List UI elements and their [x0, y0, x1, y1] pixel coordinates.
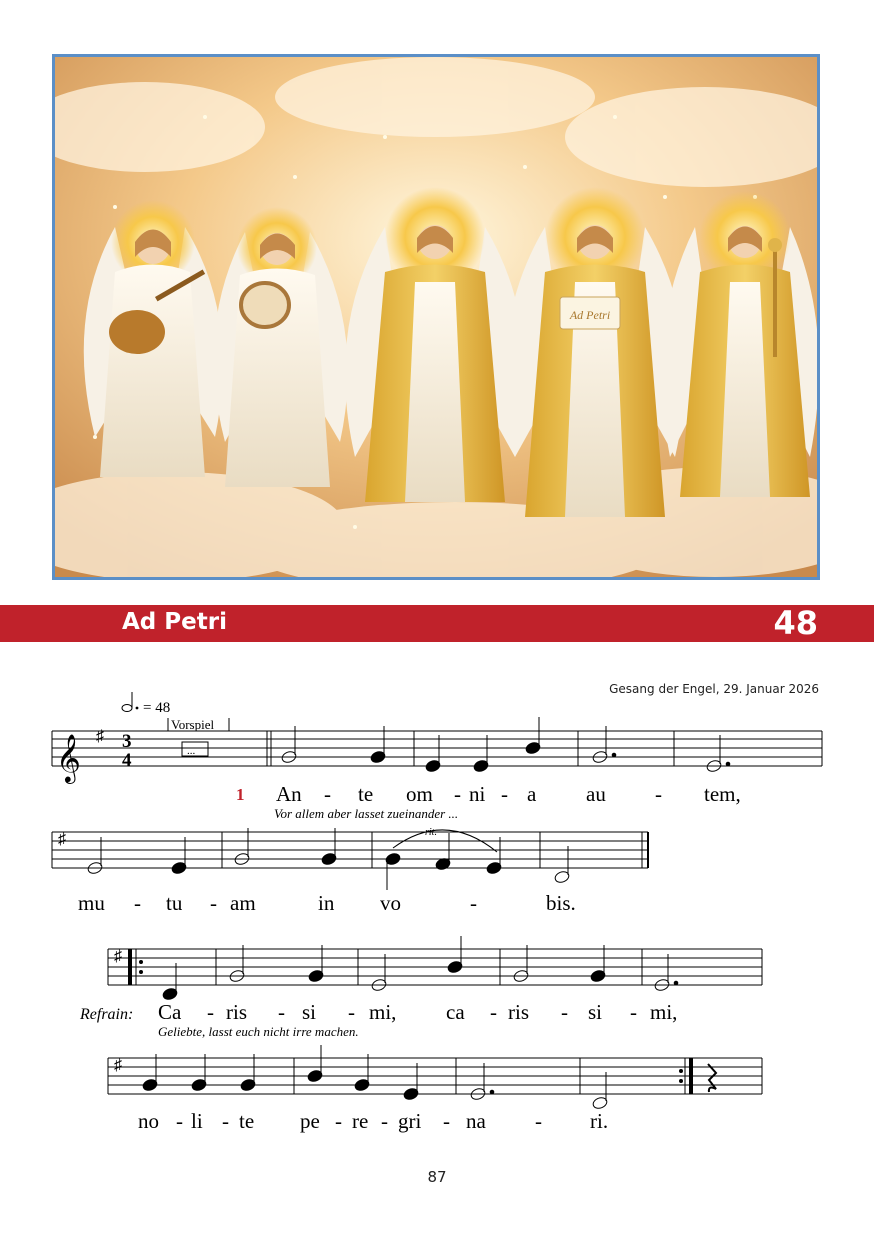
lyric-hyphen: -: [210, 891, 217, 915]
lyric-syllable: Ca: [158, 1000, 182, 1024]
key-sharp: ♯: [114, 1057, 122, 1074]
lyric-hyphen: -: [655, 782, 662, 806]
lyric-hyphen: -: [501, 782, 508, 806]
lyric-syllable: bis.: [546, 891, 576, 915]
title-bar: [0, 605, 874, 642]
repeat-end-bar: [689, 1058, 693, 1094]
lyric-syllable: ca: [446, 1000, 465, 1024]
lyric-syllable: mi,: [650, 1000, 678, 1024]
lyric-hyphen: -: [454, 782, 461, 806]
tempo-note: [122, 705, 132, 712]
lyric-syllable: ris: [226, 1000, 247, 1024]
lyric-syllable: re: [352, 1109, 369, 1133]
refrain-translation: Geliebte, lasst euch nicht irre machen.: [158, 1024, 359, 1039]
lyric-hyphen: -: [222, 1109, 229, 1133]
lyric-syllable: An: [276, 782, 302, 806]
lyric-syllable: au: [586, 782, 606, 806]
lyric-syllable: te: [239, 1109, 255, 1133]
key-sharp: ♯: [114, 948, 122, 965]
lyric-syllable: no: [138, 1109, 159, 1133]
sheet-music: [0, 680, 874, 1150]
lyric-syllable: si: [302, 1000, 317, 1024]
ritardando-mark: rit.: [425, 827, 437, 838]
lyric-syllable: tu: [166, 891, 183, 915]
lyric-hyphen: -: [348, 1000, 355, 1024]
lyric-syllable: vo: [380, 891, 401, 915]
lyric-syllable: li: [191, 1109, 203, 1133]
page-number: 87: [427, 1168, 447, 1186]
lyric-hyphen: -: [490, 1000, 497, 1024]
lyric-hyphen: -: [134, 891, 141, 915]
lyric-syllable: te: [358, 782, 374, 806]
lyric-hyphen: -: [381, 1109, 388, 1133]
lyric-syllable: si: [588, 1000, 603, 1024]
song-title: Ad Petri: [122, 609, 227, 635]
song-number: 48: [773, 604, 818, 642]
verse-number: 1: [236, 785, 245, 804]
lyric-syllable: in: [318, 891, 335, 915]
banner-text: Ad Petri: [569, 308, 611, 322]
lyric-syllable: mu: [78, 891, 105, 915]
lyric-hyphen: -: [335, 1109, 342, 1133]
lyric-hyphen: -: [278, 1000, 285, 1024]
lyric-syllable: om: [406, 782, 433, 806]
key-sharp: ♯: [58, 831, 66, 848]
lyric-syllable: na: [466, 1109, 486, 1133]
lyric-syllable: mi,: [369, 1000, 397, 1024]
angel-illustration: [52, 54, 820, 580]
lyric-syllable: ni: [469, 782, 486, 806]
verse-translation: Vor allem aber lasset zueinander ...: [274, 806, 459, 821]
lyric-hyphen: -: [470, 891, 477, 915]
lyric-hyphen: -: [443, 1109, 450, 1133]
time-signature-bottom: 4: [122, 750, 132, 771]
refrain-label: Refrain:: [80, 1006, 134, 1023]
lyric-syllable: ri.: [590, 1109, 609, 1133]
lyric-syllable: pe: [300, 1109, 320, 1133]
intro-label: Vorspiel: [171, 717, 215, 732]
key-sharp: ♯: [96, 728, 104, 745]
lyric-syllable: a: [527, 782, 537, 806]
lyric-hyphen: -: [324, 782, 331, 806]
lyric-hyphen: -: [630, 1000, 637, 1024]
lyric-hyphen: -: [561, 1000, 568, 1024]
quarter-rest: [708, 1064, 716, 1092]
lyric-hyphen: -: [207, 1000, 214, 1024]
repeat-start-bar: [128, 949, 132, 985]
lyric-syllable: am: [230, 891, 256, 915]
tempo-marking: = 48: [143, 700, 171, 716]
lyric-hyphen: -: [176, 1109, 183, 1133]
treble-clef: 𝄞: [56, 736, 81, 782]
lyric-syllable: tem,: [704, 782, 741, 806]
intro-rest: ...: [187, 745, 196, 757]
time-signature-top: 3: [122, 731, 132, 752]
lyric-syllable: ris: [508, 1000, 529, 1024]
credit-line: Gesang der Engel, 29. Januar 2026: [609, 682, 819, 696]
lyric-hyphen: -: [535, 1109, 542, 1133]
lyric-syllable: gri: [398, 1109, 422, 1133]
